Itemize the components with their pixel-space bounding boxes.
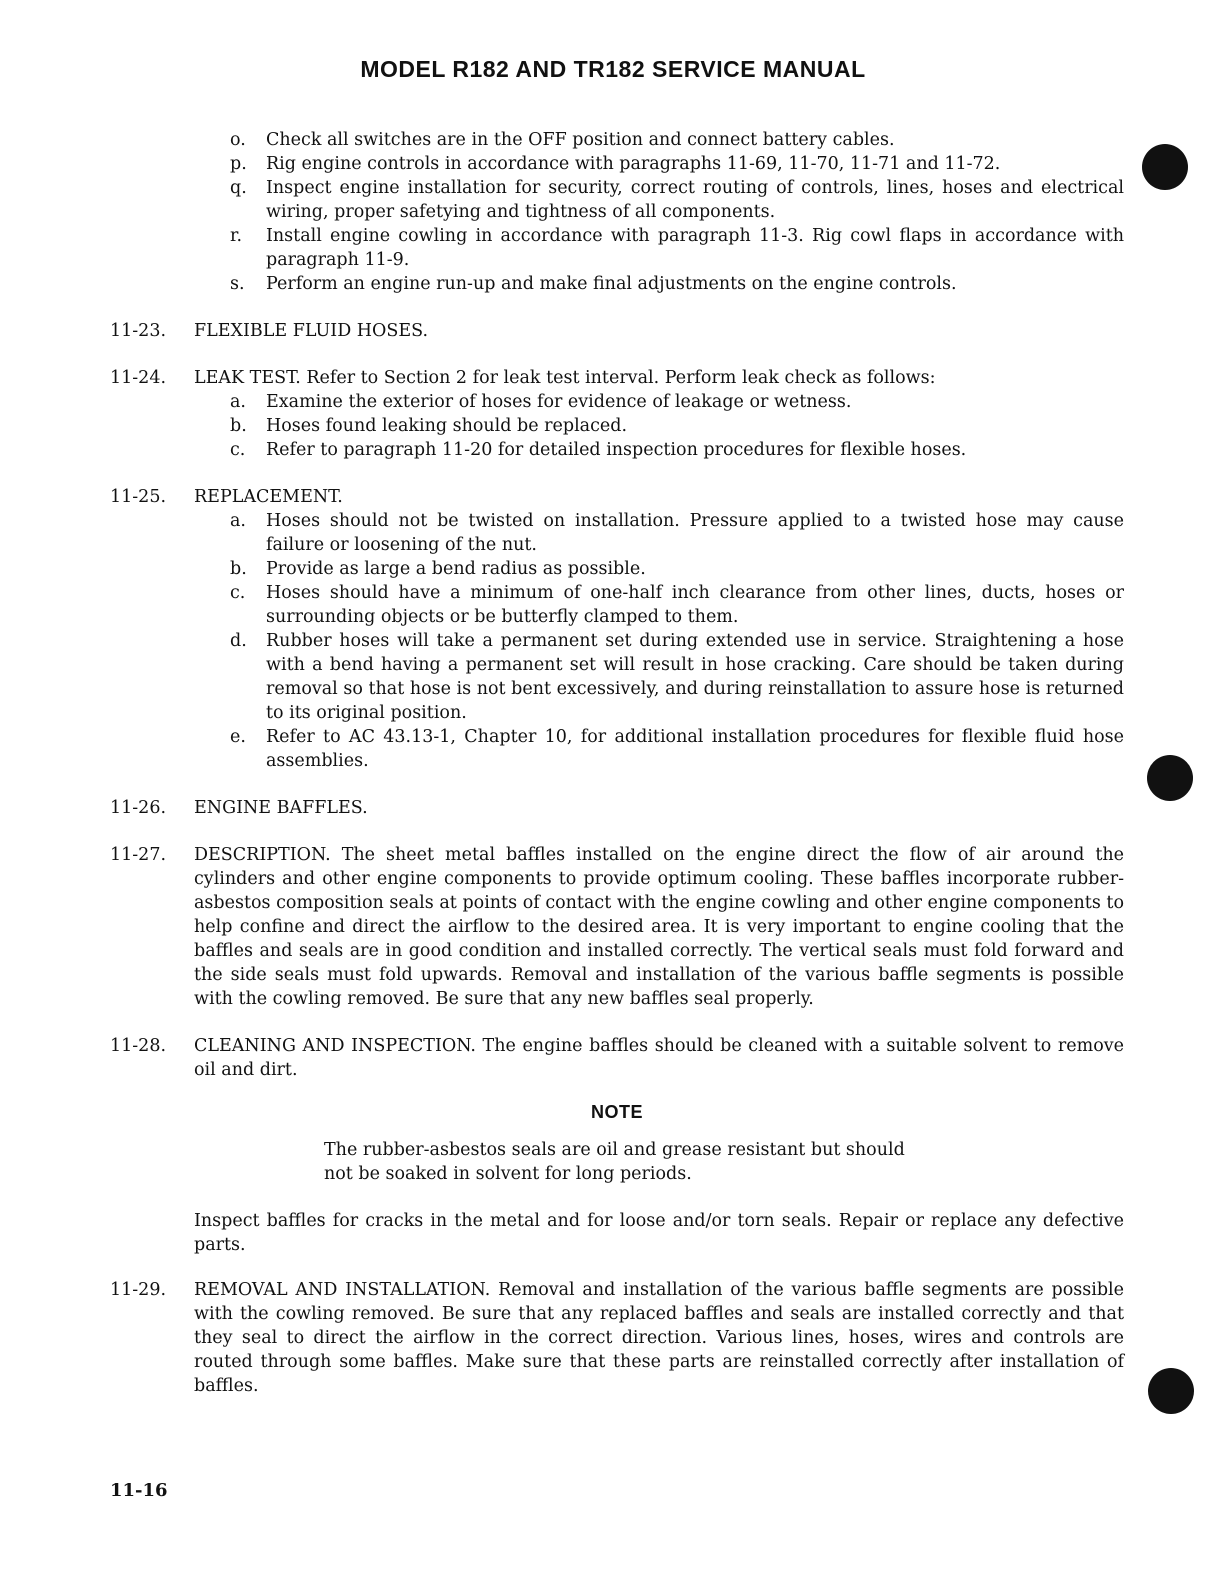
- step-letter: q.: [230, 178, 247, 198]
- leak-test-item-a: [110, 390, 1124, 414]
- note-text: The rubber-asbestos seals are oil and grease resistant but should not be soaked in solvent for long periods.: [324, 1140, 905, 1184]
- step-letter: o.: [230, 130, 246, 150]
- page-title: MODEL R182 AND TR182 SERVICE MANUAL: [360, 56, 866, 82]
- step-text: Install engine cowling in accordance with paragraph 11-3. Rig cowl flaps in accordance with paragraph 11-9.: [266, 226, 1124, 270]
- section-heading: REPLACEMENT.: [194, 487, 343, 507]
- item-letter: a.: [230, 392, 246, 412]
- step-letter: s.: [230, 274, 245, 294]
- step-r: [110, 224, 1124, 272]
- section-11-24: [110, 366, 1124, 390]
- page-number: 11-16: [110, 1480, 168, 1501]
- item-text: Hoses found leaking should be replaced.: [266, 416, 628, 436]
- revision-bullet-icon: [1142, 144, 1188, 190]
- step-p: [110, 152, 1124, 176]
- step-letter: p.: [230, 154, 247, 174]
- leak-test-item-b: [110, 414, 1124, 438]
- leak-test-item-c: [110, 438, 1124, 462]
- replacement-item-e: [110, 725, 1124, 773]
- item-letter: b.: [230, 559, 247, 579]
- item-text: Rubber hoses will take a permanent set during extended use in service. Straightening a hose with a bend having a permanent set will result in hose cracking. Care should be taken during removal so that hose is not bent excessively, and during reinstallation to assure hose is returned to its original position.: [266, 631, 1124, 723]
- step-text: Rig engine controls in accordance with paragraphs 11-69, 11-70, 11-71 and 11-72.: [266, 154, 1001, 174]
- section-number: 11-23.: [110, 321, 167, 341]
- step-q: [110, 176, 1124, 224]
- section-number: 11-29.: [110, 1280, 167, 1300]
- step-letter: r.: [230, 226, 243, 246]
- item-text: Refer to paragraph 11-20 for detailed inspection procedures for flexible hoses.: [266, 440, 967, 460]
- replacement-item-a: [110, 509, 1124, 557]
- inspection-text: Inspect baffles for cracks in the metal and for loose and/or torn seals. Repair or replace any defective parts.: [194, 1211, 1124, 1255]
- section-11-25: [110, 485, 1124, 509]
- section-number: 11-28.: [110, 1036, 167, 1056]
- replacement-item-c: [110, 581, 1124, 629]
- step-s: [110, 272, 1124, 296]
- note-heading: NOTE: [590, 1102, 643, 1122]
- item-letter: d.: [230, 631, 247, 651]
- item-letter: c.: [230, 440, 246, 460]
- section-11-28: [110, 1034, 1124, 1082]
- item-text: Hoses should have a minimum of one-half inch clearance from other lines, ducts, hoses or surrounding objects or be butterfly clamped to them.: [266, 583, 1124, 627]
- section-11-23: [110, 319, 1124, 343]
- replacement-item-b: [110, 557, 1124, 581]
- replacement-item-d: [110, 629, 1124, 725]
- section-11-29: [110, 1278, 1124, 1398]
- item-text: Hoses should not be twisted on installation. Pressure applied to a twisted hose may cause failure or loosening of the nut.: [266, 511, 1124, 555]
- manual-body: [110, 128, 1124, 1398]
- revision-bullet-icon: [1148, 1368, 1194, 1414]
- item-text: Provide as large a bend radius as possible.: [266, 559, 646, 579]
- item-letter: a.: [230, 511, 246, 531]
- section-text: REMOVAL AND INSTALLATION. Removal and installation of the various baffle segments are possible with the cowling removed. Be sure that any replaced baffles and seals are installed correctly and that they seal to direct the airflow in the correct direction. Various lines, hoses, wires and controls are routed through some baffles. Make sure that these parts are reinstalled correctly after installation of baffles.: [194, 1280, 1124, 1396]
- item-text: Examine the exterior of hoses for evidence of leakage or wetness.: [266, 392, 852, 412]
- item-letter: b.: [230, 416, 247, 436]
- section-number: 11-27.: [110, 845, 167, 865]
- section-heading: FLEXIBLE FLUID HOSES.: [194, 321, 429, 341]
- step-text: Inspect engine installation for security, correct routing of controls, lines, hoses and electrical wiring, proper safetying and tightness of all components.: [266, 178, 1124, 222]
- section-number: 11-26.: [110, 798, 167, 818]
- item-letter: c.: [230, 583, 246, 603]
- item-text: Refer to AC 43.13-1, Chapter 10, for additional installation procedures for flexible fluid hose assemblies.: [266, 727, 1124, 771]
- revision-bullet-icon: [1147, 755, 1193, 801]
- step-text: Perform an engine run-up and make final adjustments on the engine controls.: [266, 274, 957, 294]
- item-letter: e.: [230, 727, 246, 747]
- section-11-27: [110, 843, 1124, 1011]
- section-heading: ENGINE BAFFLES.: [194, 798, 368, 818]
- section-number: 11-24.: [110, 368, 167, 388]
- section-text: CLEANING AND INSPECTION. The engine baffles should be cleaned with a suitable solvent to remove oil and dirt.: [194, 1036, 1124, 1080]
- section-text: LEAK TEST. Refer to Section 2 for leak test interval. Perform leak check as follows:: [194, 368, 936, 388]
- section-number: 11-25.: [110, 487, 167, 507]
- step-o: [110, 128, 1124, 152]
- step-text: Check all switches are in the OFF position and connect battery cables.: [266, 130, 895, 150]
- section-11-26: [110, 796, 1124, 820]
- section-text: DESCRIPTION. The sheet metal baffles installed on the engine direct the flow of air around the cylinders and other engine components to provide optimum cooling. These baffles incorporate rubber-asbestos composition seals at points of contact with the engine cowling and other engine components to help confine and direct the airflow to the desired area. It is very important to engine cooling that the baffles and seals are in good condition and installed correctly. The vertical seals must fold forward and the side seals must fold upwards. Removal and installation of the various baffle segments is possible with the cowling removed. Be sure that any new baffles seal properly.: [194, 845, 1124, 1009]
